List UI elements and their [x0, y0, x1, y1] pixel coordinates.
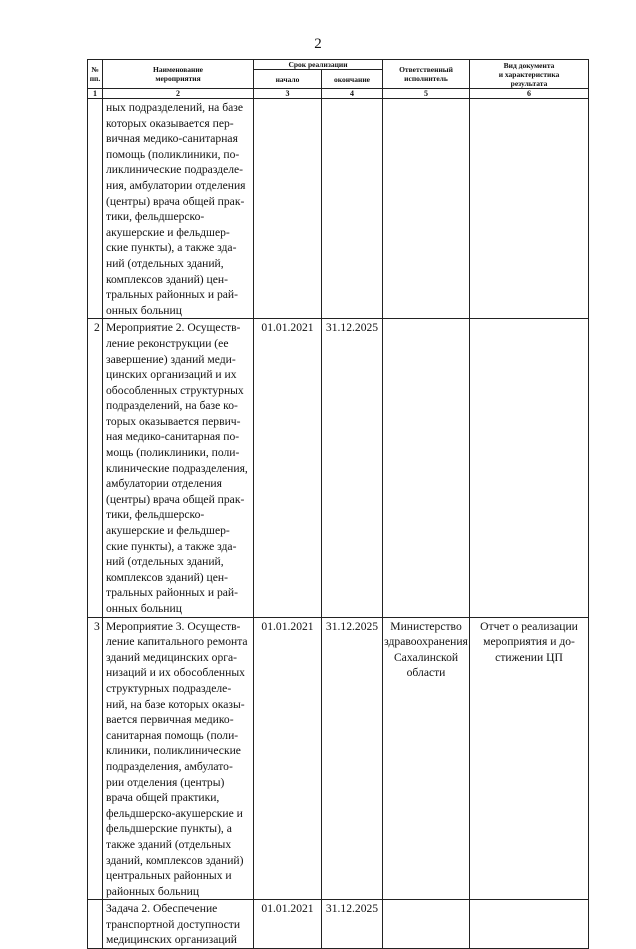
- activity-name: Мероприятие 2. Осуществ- ление реконструкции (ее завершение) зданий меди- цинских организаций и их обособленных структурных подразделений, на базе ко- торых оказывается первич- ная медико-санитарная по- мощь (поликлиники, поли- клинические подразделения, амбулатории отделения (центры) врача общей прак- тики, фельдшерско- акушерские и фельдшер- ские пункты), а также зда- ний (отдельных зданий, комплексов зданий) цен- тральных районных и рай- онных больниц: [106, 321, 248, 615]
- row-number: 3: [94, 619, 100, 633]
- column-number: 5: [383, 89, 470, 99]
- row-number: [88, 900, 102, 901]
- table-row: [88, 900, 589, 949]
- document-type: [470, 99, 588, 100]
- activity-name: Мероприятие 3. Осуществ- ление капитального ремонта зданий медицинских орга- низаций и их обособленных структурных подразделе- ний, на базе которых оказы- вается первичная медико- санитарная помощь (поли- клиники, поликлинические подразделения, амбулато- рии отделения (центры) врача общей практики, фельдшерско-акушерские и фельдшерские пункты), а также зданий (отдельных зданий, комплексов зданий) центральных районных и районных больниц: [106, 619, 248, 898]
- header-number: № пп.: [88, 60, 103, 89]
- table-row: [88, 319, 589, 617]
- document-type: Отчет о реализации мероприятия и до- стижении ЦП: [480, 619, 578, 664]
- responsible-party: [383, 900, 469, 901]
- end-date: [322, 99, 382, 100]
- column-number: 1: [88, 89, 103, 99]
- table-row: [88, 617, 589, 900]
- column-number: 3: [254, 89, 322, 99]
- responsible-party: [383, 319, 469, 320]
- activity-name: Задача 2. Обеспечение транспортной доступности медицинских организаций: [106, 902, 241, 947]
- end-date: 31.12.2025: [325, 619, 379, 633]
- header-responsible: Ответственный исполнитель: [383, 60, 470, 89]
- end-date: 31.12.2025: [325, 321, 379, 335]
- start-date: 01.01.2021: [261, 321, 314, 335]
- header-activity-name: Наименование мероприятия: [103, 60, 254, 89]
- activity-name: ных подразделений, на базе которых оказывается пер- вичная медико-санитарная помощь (поликлиники, по- ликлинические подразделе- ния, амбулатории отделения (центры) врача общей прак- тики, фельдшерско- акушерские и фельдшер- ские пункты), а также зда- ний (отдельных зданий, комплексов зданий) цен- тральных районных и рай- онных больниц: [106, 101, 246, 317]
- column-number: 6: [470, 89, 589, 99]
- page-number: 2: [314, 36, 322, 52]
- row-number: [88, 99, 102, 100]
- header-document-type: Вид документа и характеристика результата: [470, 60, 589, 89]
- end-date: 31.12.2025: [325, 902, 379, 916]
- column-number: 4: [322, 89, 383, 99]
- responsible-party: Министерство здравоохранения Сахалинской области: [384, 619, 468, 680]
- row-number: 2: [94, 321, 100, 335]
- document-type: [470, 319, 588, 320]
- column-numbers-row: [88, 89, 589, 99]
- start-date: 01.01.2021: [261, 619, 314, 633]
- document-type: [470, 900, 588, 901]
- table-row: [88, 99, 589, 319]
- header-end: окончание: [322, 70, 383, 89]
- responsible-party: [383, 99, 469, 100]
- activities-table: [87, 59, 589, 949]
- header-implementation-period: Срок реализации: [254, 60, 383, 70]
- start-date: 01.01.2021: [261, 902, 314, 916]
- start-date: [254, 99, 321, 100]
- column-number: 2: [103, 89, 254, 99]
- header-start: начало: [254, 70, 322, 89]
